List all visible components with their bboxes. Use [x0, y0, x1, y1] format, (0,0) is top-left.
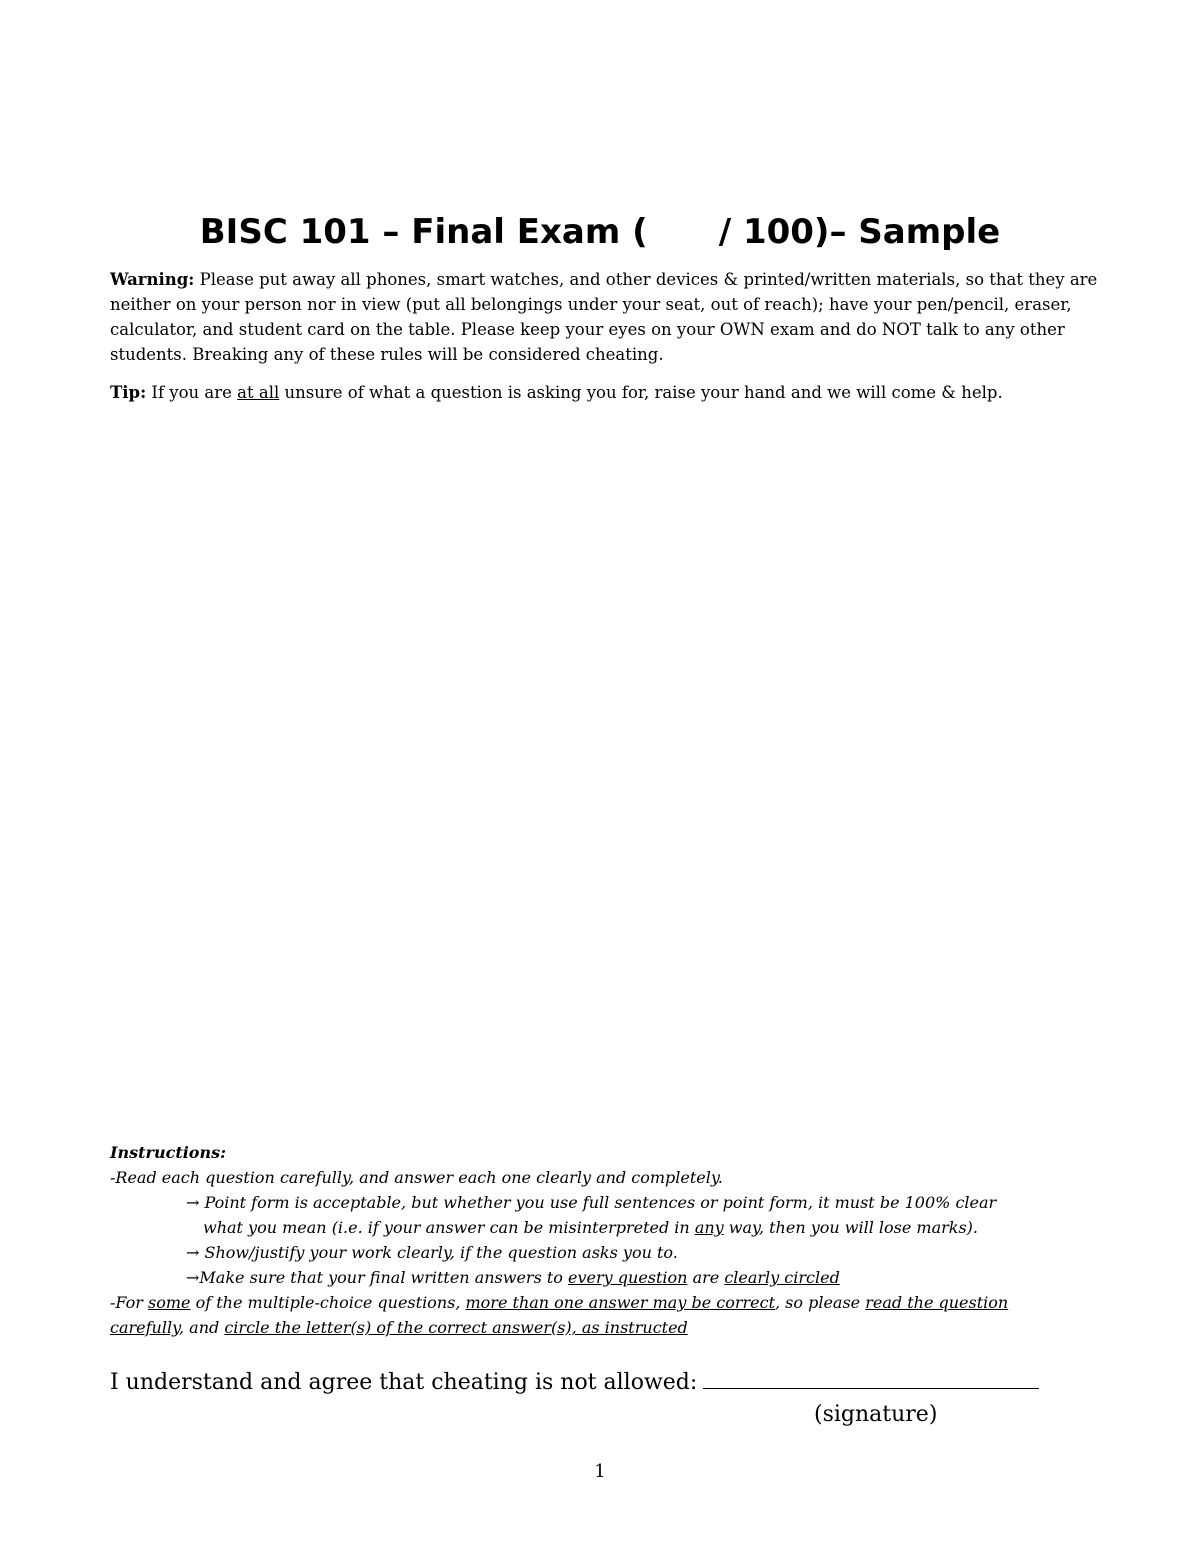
instruction-emphasis: every question: [568, 1268, 688, 1287]
instruction-text: of the multiple-choice questions,: [190, 1293, 466, 1312]
instruction-emphasis: more than one answer may be correct: [465, 1293, 775, 1312]
instructions-heading: Instructions:: [110, 1143, 227, 1162]
instruction-text: -For: [110, 1293, 148, 1312]
instruction-point-form: [110, 1190, 1100, 1215]
tip-paragraph: [110, 380, 1100, 405]
instruction-text: are: [687, 1268, 725, 1287]
signature-field[interactable]: [703, 1366, 1039, 1389]
instruction-emphasis: clearly circled: [724, 1268, 840, 1287]
instruction-show-work: [110, 1240, 1100, 1265]
instruction-read-carefully: -Read each question carefully, and answer each one clearly and completely.: [110, 1168, 723, 1187]
tip-emphasis: at all: [237, 383, 280, 402]
instruction-text: way, then you will lose marks).: [723, 1218, 979, 1237]
arrow-icon: →: [186, 1193, 200, 1212]
signature-label: (signature): [814, 1402, 938, 1427]
instruction-point-form-text: Point form is acceptable, but whether you use full sentences or point form, it must be 100% clear: [199, 1193, 997, 1212]
instruction-point-form-cont: [110, 1215, 1100, 1240]
instruction-text: what you mean (i.e. if your answer can be misinterpreted in: [203, 1218, 695, 1237]
instruction-text: , and: [179, 1318, 225, 1337]
agreement-line: [110, 1366, 1100, 1400]
page-number: 1: [594, 1461, 606, 1482]
instruction-text: , so please: [775, 1293, 866, 1312]
page-title: BISC 101 – Final Exam ( / 100)– Sample: [199, 212, 1001, 252]
instruction-emphasis: some: [148, 1293, 191, 1312]
agreement-text: I understand and agree that cheating is not allowed:: [110, 1370, 698, 1395]
instruction-emphasis: carefully: [110, 1318, 179, 1337]
instruction-emphasis: read the question: [865, 1293, 1009, 1312]
warning-paragraph: [110, 267, 1100, 367]
instruction-emphasis: any: [694, 1218, 724, 1237]
arrow-icon: →: [186, 1243, 200, 1262]
warning-text: Please put away all phones, smart watches, and other devices & printed/written materials, so that they are neither on your person nor in view (put all belongings under your seat, out of reach); have your pen/pencil, eraser, calculator, and student card on the table. Please keep your eyes on your OWN exam and do NOT talk to any other students. Breaking any of these rules will be considered cheating.: [110, 270, 1098, 364]
tip-text-before: If you are: [146, 383, 238, 402]
tip-text-after: unsure of what a question is asking you for, raise your hand and we will come & help.: [279, 383, 1003, 402]
instruction-circle-answers: [110, 1265, 1100, 1290]
arrow-icon: →: [186, 1268, 200, 1287]
tip-label: Tip:: [110, 383, 147, 402]
instruction-show-work-text: Show/justify your work clearly, if the question asks you to.: [199, 1243, 678, 1262]
instruction-emphasis: circle the letter(s) of the correct answer(s), as instructed: [224, 1318, 688, 1337]
instructions-section: [110, 1140, 1100, 1340]
instruction-multiple-choice: [110, 1290, 1100, 1315]
instruction-multiple-choice-cont: [110, 1315, 1100, 1340]
warning-label: Warning:: [110, 270, 195, 289]
instruction-text: Make sure that your final written answers to: [199, 1268, 569, 1287]
